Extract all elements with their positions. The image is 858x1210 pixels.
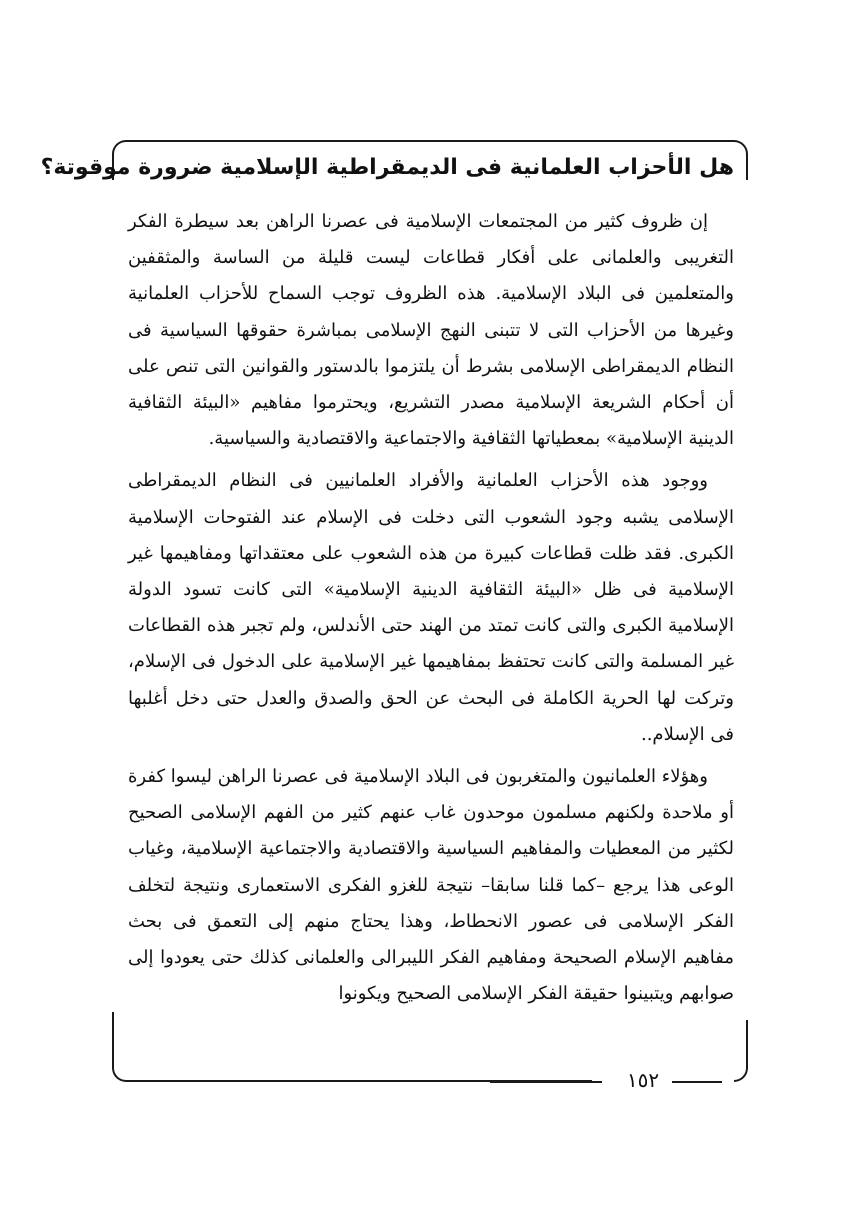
body-text [128, 204, 734, 1018]
frame-bottom-left-rule [112, 1012, 592, 1082]
paragraph-3: وهؤلاء العلمانيون والمتغربون فى البلاد الإسلامية فى عصرنا الراهن ليسوا كفرة أو ملاحدة ولكنهم مسلمون موحدون غاب عنهم كثير من الفهم الإسلامى الصحيح لكثير من المعطيات والمفاهيم السياسية والاقتصادية والاجتماعية الإسلامية، وغياب الوعى هذا يرجع –كما قلنا سابقا– نتيجة للغزو الفكرى الاستعمارى ونتيجة لتخلف الفكر الإسلامى فى عصور الانحطاط، وهذا يحتاج منهم إلى التعمق فى بحث مفاهيم الإسلام الصحيحة ومفاهيم الفكر الليبرالى والعلمانى كذلك حتى يعودوا إلى صوابهم ويتبينوا حقيقة الفكر الإسلامى الصحيح ويكونوا [128, 766, 734, 1005]
frame-bottom-right-rule [734, 1020, 748, 1082]
paragraph-2: ووجود هذه الأحزاب العلمانية والأفراد العلمانيين فى النظام الديمقراطى الإسلامى يشبه وجود الشعوب التى دخلت فى الإسلام عند الفتوحات الإسلامية الكبرى. فقد ظلت قطاعات كبيرة من هذه الشعوب على معتقداتها ومفاهيمها غير الإسلامية فى ظل «البيئة الثقافية الدينية الإسلامية» التى كانت تسود الدولة الإسلامية الكبرى والتى كانت تمتد من الهند حتى الأندلس، ولم تجبر هذه القطاعات غير المسلمة والتى كانت تحتفظ بمفاهيمها غير الإسلامية على الدخول فى الإسلام، وتركت لها الحرية الكاملة فى البحث عن الحق والصدق والعدل حتى دخل أغلبها فى الإسلام.. [128, 470, 734, 745]
page-number: ١٥٢ [607, 1066, 679, 1094]
paragraph-1: إن ظروف كثير من المجتمعات الإسلامية فى عصرنا الراهن بعد سيطرة الفكر التغريبى والعلمانى على أفكار قطاعات ليست قليلة من الساسة والمثقفين والمتعلمين فى البلاد الإسلامية. هذه الظروف توجب السماح للأحزاب العلمانية وغيرها من الأحزاب التى لا تتبنى النهج الإسلامى بمباشرة حقوقها السياسية فى النظام الديمقراطى الإسلامى بشرط أن يلتزموا بالدستور والقوانين التى تنص على أن أحكام الشريعة الإسلامية مصدر التشريع، ويحترموا مفاهيم «البيئة الثقافية الدينية الإسلامية» بمعطياتها الثقافية والاجتماعية والاقتصادية والسياسية. [128, 211, 734, 450]
chapter-title: هل الأحزاب العلمانية فى الديمقراطية الإسلامية ضرورة موقوتة؟ [40, 155, 734, 180]
page-number-rule-right [672, 1081, 722, 1083]
page-number-rule-left [490, 1081, 602, 1083]
